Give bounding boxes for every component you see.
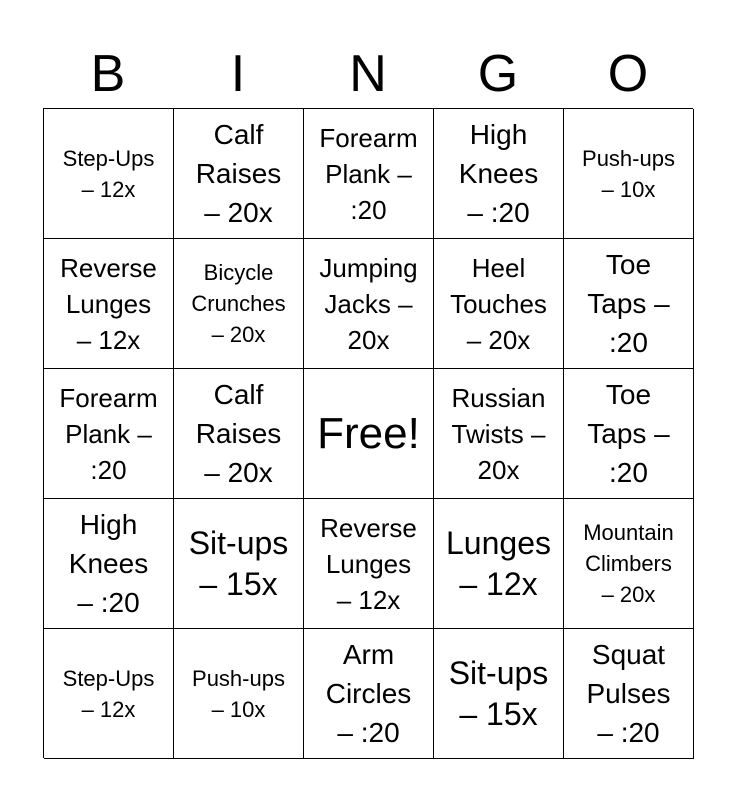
free-space-label: Free! bbox=[317, 408, 420, 458]
bingo-cell[interactable] bbox=[434, 109, 564, 239]
bingo-cell[interactable] bbox=[564, 239, 694, 369]
cell-label: Lunges – 12x bbox=[446, 524, 551, 602]
cell-label: Push-ups – 10x bbox=[192, 665, 285, 722]
cell-label: Squat Pulses – :20 bbox=[586, 639, 671, 748]
bingo-cell[interactable] bbox=[174, 629, 304, 759]
bingo-cell[interactable] bbox=[564, 109, 694, 239]
bingo-cell[interactable] bbox=[434, 629, 564, 759]
cell-label: Reverse Lunges – 12x bbox=[60, 252, 157, 355]
bingo-board bbox=[43, 108, 693, 758]
bingo-cell-free[interactable] bbox=[304, 369, 434, 499]
cell-label: Heel Touches – 20x bbox=[450, 252, 547, 355]
header-letter-o: O bbox=[607, 45, 649, 103]
cell-label: Russian Twists – 20x bbox=[451, 382, 546, 485]
cell-label: Step-Ups – 12x bbox=[62, 665, 155, 722]
cell-label: Bicycle Crunches – 20x bbox=[191, 260, 286, 347]
cell-label: Toe Taps – :20 bbox=[587, 379, 670, 488]
cell-label: Mountain Climbers – 20x bbox=[583, 520, 674, 607]
bingo-cell[interactable] bbox=[564, 499, 694, 629]
bingo-cell[interactable] bbox=[304, 239, 434, 369]
bingo-cell[interactable] bbox=[434, 239, 564, 369]
bingo-cell[interactable] bbox=[434, 369, 564, 499]
cell-label: Forearm Plank – :20 bbox=[319, 122, 418, 225]
cell-label: Arm Circles – :20 bbox=[325, 639, 412, 748]
cell-label: Step-Ups – 12x bbox=[62, 145, 155, 202]
cell-label: Push-ups – 10x bbox=[582, 145, 675, 202]
bingo-cell[interactable] bbox=[44, 239, 174, 369]
bingo-cell[interactable] bbox=[304, 629, 434, 759]
bingo-cell[interactable] bbox=[174, 369, 304, 499]
bingo-cell[interactable] bbox=[174, 239, 304, 369]
cell-label: Forearm Plank – :20 bbox=[59, 382, 158, 485]
header-letter-n: N bbox=[349, 45, 387, 103]
bingo-cell[interactable] bbox=[564, 629, 694, 759]
cell-label: High Knees – :20 bbox=[68, 509, 149, 618]
bingo-cell[interactable] bbox=[174, 499, 304, 629]
bingo-cell[interactable] bbox=[564, 369, 694, 499]
bingo-cell[interactable] bbox=[44, 629, 174, 759]
cell-label: Sit-ups – 15x bbox=[448, 654, 549, 732]
header-letter-g: G bbox=[477, 45, 519, 103]
bingo-cell[interactable] bbox=[174, 109, 304, 239]
bingo-header bbox=[43, 40, 693, 108]
bingo-cell[interactable] bbox=[44, 369, 174, 499]
bingo-cell[interactable] bbox=[44, 109, 174, 239]
cell-label: Jumping Jacks – 20x bbox=[319, 252, 418, 355]
cell-label: Reverse Lunges – 12x bbox=[320, 512, 417, 615]
bingo-cell[interactable] bbox=[434, 499, 564, 629]
cell-label: Sit-ups – 15x bbox=[188, 524, 289, 602]
bingo-cell[interactable] bbox=[304, 109, 434, 239]
cell-label: Toe Taps – :20 bbox=[587, 249, 670, 358]
header-letter-i: I bbox=[230, 45, 246, 103]
bingo-cell[interactable] bbox=[44, 499, 174, 629]
bingo-cell[interactable] bbox=[304, 499, 434, 629]
cell-label: High Knees – :20 bbox=[458, 119, 539, 228]
cell-label: Calf Raises – 20x bbox=[195, 379, 282, 488]
header-letter-b: B bbox=[90, 45, 126, 103]
cell-label: Calf Raises – 20x bbox=[195, 119, 282, 228]
